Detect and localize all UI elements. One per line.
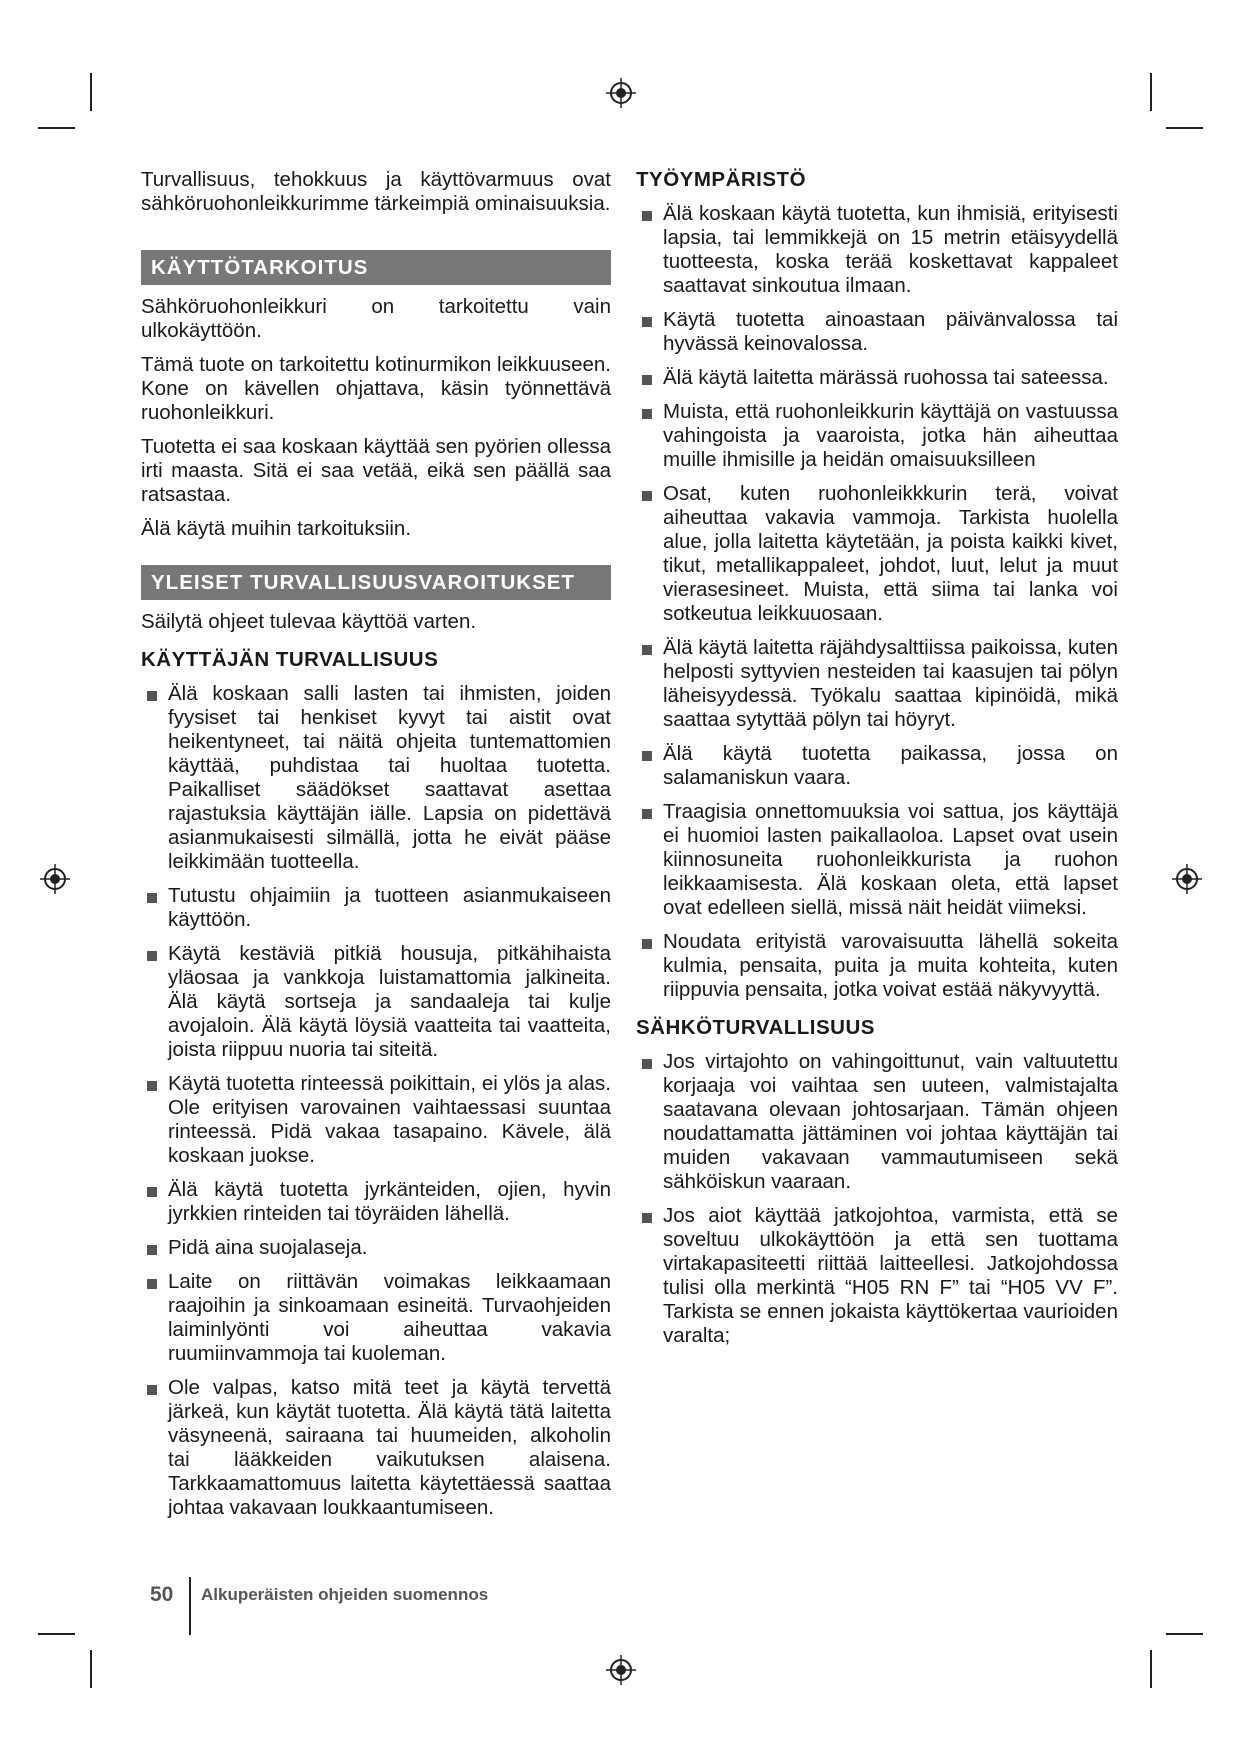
crop-mark xyxy=(1166,1633,1203,1635)
list-item: Osat, kuten ruohonleikkkurin terä, voivat aiheuttaa vakavia vammoja. Tarkista huolella alue, jolla laitetta käytetään, ja poista kaikki kivet, tikut, metallikappaleet, johdot, luut, lelut ja muut vierasesineet. Muista, että siima tai lanka voi sotkeutua leikkuuosaan. xyxy=(663,482,1118,625)
list-item: Traagisia onnettomuuksia voi sattua, jos käyttäjä ei huomioi lasten paikallaoloa. Lapset ovat usein kiinnosuneita ruohonleikkurista ja ruohon leikkaamisesta. Älä koskaan oleta, että lapset ovat edelleen siellä, missä näit heidät viimeksi. xyxy=(663,800,1118,919)
list-item: Käytä kestäviä pitkiä housuja, pitkähihaista yläosaa ja vankkoja luistamattomia jalkineita. Älä käytä sortseja ja sandaaleja tai kulje avojaloin. Älä käytä löysiä vaatteita tai vaatteita, joista riippuu nuoria tai siteitä. xyxy=(168,942,611,1061)
subheading-work-area: TYÖYMPÄRISTÖ xyxy=(636,168,807,191)
list-item: Ole valpas, katso mitä teet ja käytä tervettä järkeä, kun käytät tuotetta. Älä käytä tätä laitetta väsyneenä, sairaana tai huumeiden, alkoholin tai lääkkeiden vaikutuksen alaisena. Tarkkaamattomuus laitetta käytettäessä saattaa johtaa vakavaan loukkaantumiseen. xyxy=(168,1376,611,1519)
section-heading-purpose: KÄYTTÖTARKOITUS xyxy=(141,250,611,285)
list-item: Tutustu ohjaimiin ja tuotteen asianmukaiseen käyttöön. xyxy=(168,884,611,931)
list-item: Älä koskaan salli lasten tai ihmisten, joiden fyysiset tai henkiset kyvyt tai aistit ovat heikentyneet, tai näitä ohjeita tuntemattomien käyttää, puhdistaa tai huoltaa tuotetta. Paikalliset säädökset saattavat asettaa rajastuksia käyttäjän iälle. Lapsia on pidettävä asianmukaisesti silmällä, jotta he eivät pääse leikkimään tuotteella. xyxy=(168,682,611,873)
subheading-user-safety: KÄYTTÄJÄN TURVALLISUUS xyxy=(141,648,439,671)
list-item: Älä käytä tuotetta paikassa, jossa on salamaniskun vaara. xyxy=(663,742,1118,789)
left-column xyxy=(141,168,611,1530)
registration-mark-icon xyxy=(606,78,636,108)
list-item: Pidä aina suojalaseja. xyxy=(168,1236,611,1260)
list-item: Laite on riittävän voimakas leikkaamaan raajoihin ja sinkoamaan esineitä. Turvaohjeiden laiminlyönti voi aiheuttaa vakavia ruumiinvammoja tai kuoleman. xyxy=(168,1270,611,1365)
crop-mark xyxy=(1166,127,1203,129)
purpose-paragraph: Sähköruohonleikkuri on tarkoitettu vain ulkokäyttöön. xyxy=(141,295,611,342)
user-safety-list xyxy=(141,682,611,1520)
crop-mark xyxy=(1150,73,1152,111)
subheading-electrical-safety: SÄHKÖTURVALLISUUS xyxy=(636,1016,875,1039)
list-item: Älä käytä laitetta märässä ruohossa tai sateessa. xyxy=(663,366,1118,390)
list-item: Jos aiot käyttää jatkojohtoa, varmista, että se soveltuu ulkokäyttöön ja että sen tuottama virtakapasiteetti riittää laitteellesi. Jatkojohdossa tulisi olla merkintä “H05 RN F” tai “H05 VV F”. Tarkista se ennen jokaista käyttökertaa vaurioiden varalta; xyxy=(663,1204,1118,1347)
section-heading-general-warnings: YLEISET TURVALLISUUSVAROITUKSET xyxy=(141,565,611,600)
crop-mark xyxy=(38,127,75,129)
intro-paragraph: Turvallisuus, tehokkuus ja käyttövarmuus ovat sähköruohonleikkurimme tärkeimpiä ominaisuuksia. xyxy=(141,168,611,215)
list-item: Käytä tuotetta ainoastaan päivänvalossa tai hyvässä keinovalossa. xyxy=(663,308,1118,355)
crop-mark xyxy=(38,1633,75,1635)
purpose-paragraph: Tuotetta ei saa koskaan käyttää sen pyörien ollessa irti maasta. Sitä ei saa vetää, eikä sen päällä saa ratsastaa. xyxy=(141,435,611,506)
footer-divider xyxy=(189,1577,191,1635)
purpose-paragraph: Tämä tuote on tarkoitettu kotinurmikon leikkuuseen. Kone on kävellen ohjattava, käsin työnnettävä ruohonleikkuri. xyxy=(141,353,611,424)
crop-mark xyxy=(90,73,92,111)
footer-caption: Alkuperäisten ohjeiden suomennos xyxy=(201,1585,489,1604)
list-item: Älä koskaan käytä tuotetta, kun ihmisiä, erityisesti lapsia, tai lemmikkejä on 15 metrin etäisyydellä tuotteesta, koska terää koskettavat kappaleet saattavat sinkoutua ilmaan. xyxy=(663,202,1118,297)
page-number: 50 xyxy=(150,1583,174,1606)
registration-mark-icon xyxy=(606,1655,636,1685)
crop-mark xyxy=(90,1650,92,1688)
registration-mark-icon xyxy=(1172,864,1202,894)
list-item: Älä käytä tuotetta jyrkänteiden, ojien, hyvin jyrkkien rinteiden tai töyräiden lähellä. xyxy=(168,1178,611,1225)
crop-mark xyxy=(1150,1650,1152,1688)
list-item: Muista, että ruohonleikkurin käyttäjä on vastuussa vahingoista ja vaaroista, jotka hän aiheuttaa muille ihmisille ja heidän omaisuuksilleen xyxy=(663,400,1118,471)
general-note: Säilytä ohjeet tulevaa käyttöä varten. xyxy=(141,610,477,633)
list-item: Jos virtajohto on vahingoittunut, vain valtuutettu korjaaja voi vaihtaa sen uuteen, valmistajalta saatavana olevaan johtosarjaan. Tämän ohjeen noudattamatta jättäminen voi johtaa käyttäjän tai muiden vakavaan vammautumiseen sekä sähköiskun vaaraan. xyxy=(663,1050,1118,1193)
list-item: Noudata erityistä varovaisuutta lähellä sokeita kulmia, pensaita, puita ja muita kohteita, kuten riippuvia pensaita, jotka voivat estää näkyvyyttä. xyxy=(663,930,1118,1001)
electrical-safety-list xyxy=(636,1050,1118,1348)
work-area-list xyxy=(636,202,1118,1002)
right-column xyxy=(636,168,1118,1358)
registration-mark-icon xyxy=(40,864,70,894)
purpose-paragraph: Älä käytä muihin tarkoituksiin. xyxy=(141,517,412,540)
list-item: Älä käytä laitetta räjähdysalttiissa paikoissa, kuten helposti syttyvien nesteiden tai kaasujen tai pölyn läheisyydessä. Työkalu saattaa kipinöidä, mikä saattaa sytyttää pölyn tai höyryt. xyxy=(663,636,1118,731)
list-item: Käytä tuotetta rinteessä poikittain, ei ylös ja alas. Ole erityisen varovainen vaihtaessasi suuntaa rinteessä. Pidä vakaa tasapaino. Kävele, älä koskaan juokse. xyxy=(168,1072,611,1167)
